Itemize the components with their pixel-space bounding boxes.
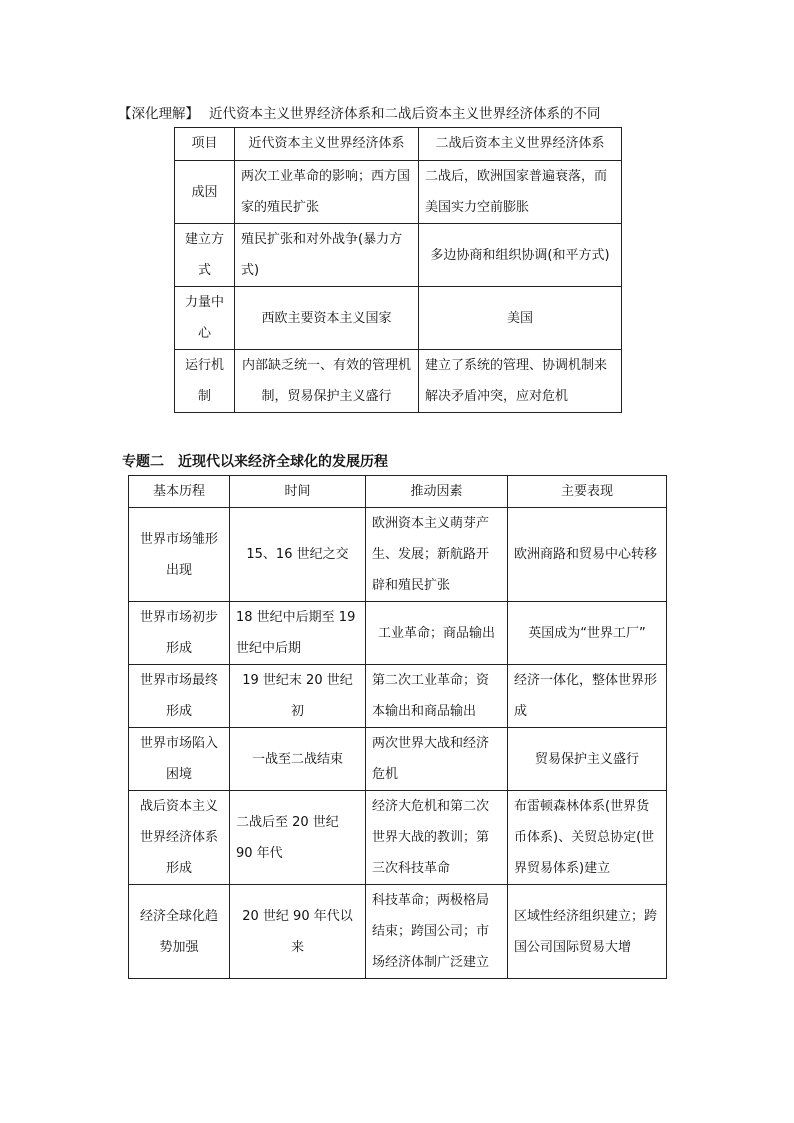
table-row bbox=[129, 665, 667, 728]
row-postwar: 建立了系统的管理、协调机制来解决矛盾冲突，应对危机 bbox=[419, 350, 622, 413]
globalization-table bbox=[128, 475, 667, 979]
header-item: 项目 bbox=[175, 128, 235, 161]
header-factor: 推动因素 bbox=[366, 476, 508, 508]
row-stage: 世界市场最终形成 bbox=[129, 665, 230, 728]
table-row bbox=[129, 508, 667, 602]
row-postwar: 多边协商和组织协调(和平方式) bbox=[419, 224, 622, 287]
row-performance: 经济一体化，整体世界形成 bbox=[508, 665, 667, 728]
section2-number: 专题二 bbox=[122, 454, 164, 470]
section1-heading bbox=[118, 102, 601, 122]
row-item: 建立方式 bbox=[175, 224, 235, 287]
table-row bbox=[129, 885, 667, 979]
table-row bbox=[129, 728, 667, 791]
header-performance: 主要表现 bbox=[508, 476, 667, 508]
row-factor: 第二次工业革命；资本输出和商品输出 bbox=[366, 665, 508, 728]
row-factor: 欧洲资本主义萌芽产生、发展；新航路开辟和殖民扩张 bbox=[366, 508, 508, 602]
row-modern: 西欧主要资本主义国家 bbox=[235, 287, 419, 350]
table-row bbox=[175, 287, 622, 350]
header-stage: 基本历程 bbox=[129, 476, 230, 508]
row-item: 力量中心 bbox=[175, 287, 235, 350]
row-stage: 世界市场雏形出现 bbox=[129, 508, 230, 602]
row-postwar: 二战后，欧洲国家普遍衰落，而美国实力空前膨胀 bbox=[419, 161, 622, 224]
row-factor: 两次世界大战和经济危机 bbox=[366, 728, 508, 791]
header-modern: 近代资本主义世界经济体系 bbox=[235, 128, 419, 161]
row-time: 19 世纪末 20 世纪初 bbox=[230, 665, 366, 728]
table-row bbox=[129, 791, 667, 885]
row-factor: 科技革命；两极格局结束；跨国公司；市场经济体制广泛建立 bbox=[366, 885, 508, 979]
comparison-table bbox=[174, 127, 622, 413]
table-row bbox=[175, 350, 622, 413]
section2-title: 近现代以来经济全球化的发展历程 bbox=[178, 454, 388, 470]
row-modern: 两次工业革命的影响；西方国家的殖民扩张 bbox=[235, 161, 419, 224]
table-header-row bbox=[175, 128, 622, 161]
row-factor: 经济大危机和第二次世界大战的教训；第三次科技革命 bbox=[366, 791, 508, 885]
section2-heading bbox=[122, 451, 388, 471]
table-row bbox=[175, 224, 622, 287]
row-time: 二战后至 20 世纪 90 年代 bbox=[230, 791, 366, 885]
section1-title: 近代资本主义世界经济体系和二战后资本主义世界经济体系的不同 bbox=[209, 106, 601, 122]
table-header-row bbox=[129, 476, 667, 508]
row-modern: 内部缺乏统一、有效的管理机制，贸易保护主义盛行 bbox=[235, 350, 419, 413]
table-row bbox=[129, 602, 667, 665]
header-postwar: 二战后资本主义世界经济体系 bbox=[419, 128, 622, 161]
row-stage: 世界市场初步形成 bbox=[129, 602, 230, 665]
row-item: 运行机制 bbox=[175, 350, 235, 413]
row-performance: 区域性经济组织建立；跨国公司国际贸易大增 bbox=[508, 885, 667, 979]
row-performance: 贸易保护主义盛行 bbox=[508, 728, 667, 791]
section1-tag: 【深化理解】 bbox=[118, 106, 199, 122]
row-modern: 殖民扩张和对外战争(暴力方式) bbox=[235, 224, 419, 287]
row-time: 一战至二战结束 bbox=[230, 728, 366, 791]
table-row bbox=[175, 161, 622, 224]
row-stage: 经济全球化趋势加强 bbox=[129, 885, 230, 979]
row-postwar: 美国 bbox=[419, 287, 622, 350]
row-performance: 欧洲商路和贸易中心转移 bbox=[508, 508, 667, 602]
row-time: 20 世纪 90 年代以来 bbox=[230, 885, 366, 979]
row-stage: 战后资本主义世界经济体系形成 bbox=[129, 791, 230, 885]
row-stage: 世界市场陷入困境 bbox=[129, 728, 230, 791]
row-item: 成因 bbox=[175, 161, 235, 224]
header-time: 时间 bbox=[230, 476, 366, 508]
row-performance: 英国成为“世界工厂” bbox=[508, 602, 667, 665]
row-time: 18 世纪中后期至 19 世纪中后期 bbox=[230, 602, 366, 665]
row-performance: 布雷顿森林体系(世界货币体系)、关贸总协定(世界贸易体系)建立 bbox=[508, 791, 667, 885]
row-time: 15、16 世纪之交 bbox=[230, 508, 366, 602]
row-factor: 工业革命；商品输出 bbox=[366, 602, 508, 665]
